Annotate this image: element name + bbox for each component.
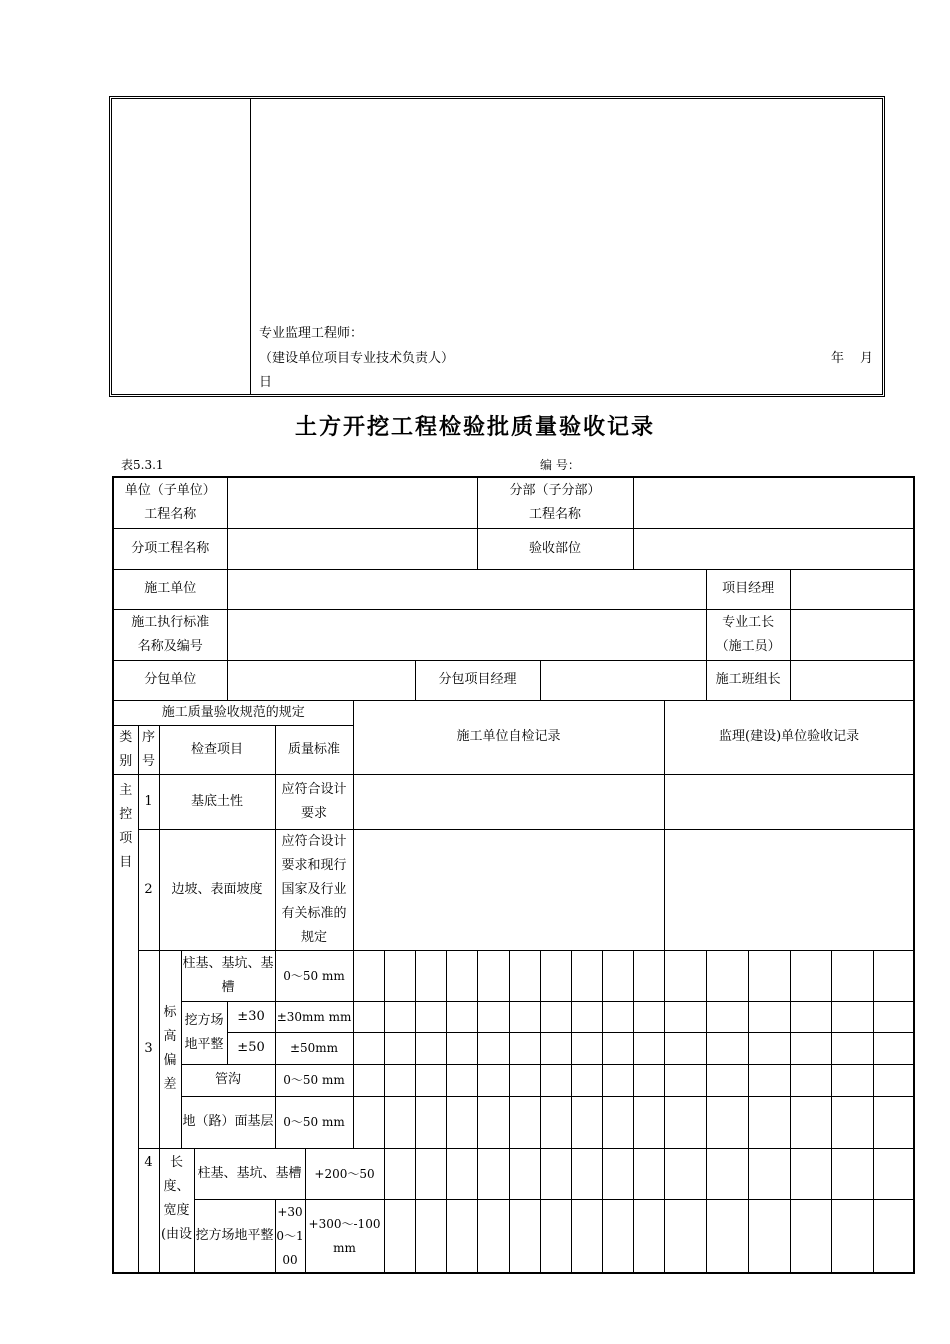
check-cell[interactable]: [446, 1096, 477, 1148]
row-3b1-sub: ±30: [227, 1001, 275, 1032]
table-row: [113, 1199, 914, 1273]
check-cell[interactable]: [384, 1001, 415, 1032]
row-4a-standard: +200～50: [305, 1148, 384, 1199]
quality-std-header: 质量标准: [275, 725, 353, 774]
check-cell[interactable]: [831, 1096, 873, 1148]
check-cell[interactable]: [790, 1096, 831, 1148]
check-cell[interactable]: [706, 950, 748, 1001]
row-4b-standard: +300～-100mm: [305, 1199, 384, 1273]
standard-label: 施工执行标准 名称及编号: [113, 609, 227, 660]
check-cell[interactable]: [831, 1199, 873, 1273]
check-cell[interactable]: [664, 1032, 706, 1064]
check-cell[interactable]: [633, 1199, 664, 1273]
check-cell[interactable]: [477, 950, 509, 1001]
accept-location-label: 验收部位: [477, 528, 633, 569]
table-row: [113, 660, 914, 700]
check-cell[interactable]: [831, 1064, 873, 1096]
check-cell[interactable]: [571, 1064, 602, 1096]
check-cell[interactable]: [873, 1096, 914, 1148]
check-cell[interactable]: [384, 1064, 415, 1096]
page-title: 土方开挖工程检验批质量验收记录: [294, 415, 655, 440]
table-row: [113, 1148, 914, 1199]
month-label: 月: [860, 351, 874, 366]
check-cell[interactable]: [384, 1032, 415, 1064]
row-4b-item: 挖方场地平整: [194, 1199, 275, 1273]
check-cell[interactable]: [706, 1001, 748, 1032]
check-cell[interactable]: [748, 1064, 790, 1096]
spec-heading: 施工质量验收规范的规定: [113, 700, 353, 725]
row-2-item: 边坡、表面坡度: [159, 829, 275, 950]
unit-name-label: 单位（子单位） 工程名称: [113, 477, 227, 528]
check-cell[interactable]: [748, 1001, 790, 1032]
table-row: [113, 609, 914, 660]
check-cell[interactable]: [873, 1199, 914, 1273]
standard-value[interactable]: [227, 609, 706, 660]
check-cell[interactable]: [831, 1148, 873, 1199]
row-2-standard: 应符合设计要求和现行国家及行业有关标准的规定: [275, 829, 353, 950]
check-cell[interactable]: [415, 1064, 446, 1096]
check-cell[interactable]: [664, 1199, 706, 1273]
check-cell[interactable]: [831, 1001, 873, 1032]
check-cell[interactable]: [446, 1064, 477, 1096]
inspection-record-table: [112, 476, 915, 1274]
self-check-heading: 施工单位自检记录: [353, 700, 664, 774]
check-cell[interactable]: [571, 950, 602, 1001]
foreman-value[interactable]: [790, 609, 914, 660]
check-cell[interactable]: [633, 1096, 664, 1148]
check-cell[interactable]: [446, 1032, 477, 1064]
check-cell[interactable]: [477, 1032, 509, 1064]
check-cell[interactable]: [384, 950, 415, 1001]
table-row: [113, 1032, 914, 1064]
unit-name-value[interactable]: [227, 477, 477, 528]
check-cell[interactable]: [873, 1001, 914, 1032]
check-cell[interactable]: [509, 1199, 540, 1273]
subcontractor-value[interactable]: [227, 660, 415, 700]
check-cell[interactable]: [706, 1199, 748, 1273]
part-name-value[interactable]: [633, 477, 914, 528]
check-cell[interactable]: [384, 1096, 415, 1148]
category-header: 类别: [113, 725, 138, 774]
check-cell[interactable]: [748, 1148, 790, 1199]
row-3a-item: 柱基、基坑、基槽: [181, 950, 275, 1001]
contractor-value[interactable]: [227, 569, 706, 609]
check-cell[interactable]: [633, 1064, 664, 1096]
table-row: [113, 1064, 914, 1096]
check-cell[interactable]: [790, 1064, 831, 1096]
check-cell[interactable]: [540, 1001, 571, 1032]
check-cell[interactable]: [477, 1199, 509, 1273]
engineer-label: 专业监理工程师：: [259, 326, 364, 341]
check-cell[interactable]: [540, 1199, 571, 1273]
check-cell[interactable]: [706, 1032, 748, 1064]
check-cell[interactable]: [706, 1148, 748, 1199]
table-row: [113, 700, 914, 725]
check-cell[interactable]: [633, 1148, 664, 1199]
check-cell[interactable]: [446, 1148, 477, 1199]
check-cell[interactable]: [477, 1096, 509, 1148]
table-row: [113, 569, 914, 609]
check-cell[interactable]: [664, 1148, 706, 1199]
length-width-group: 长度、宽度(由设: [159, 1148, 194, 1273]
check-cell[interactable]: [602, 950, 633, 1001]
check-cell[interactable]: [748, 1096, 790, 1148]
row-1-self-check[interactable]: [353, 774, 664, 829]
row-3b1-standard: ±30mm mm: [275, 1001, 353, 1032]
check-cell[interactable]: [353, 1001, 384, 1032]
contractor-label: 施工单位: [113, 569, 227, 609]
check-cell[interactable]: [706, 1064, 748, 1096]
team-leader-label: 施工班组长: [706, 660, 790, 700]
row-1-supervisor-check[interactable]: [664, 774, 914, 829]
check-cell[interactable]: [633, 1001, 664, 1032]
row-1-standard: 应符合设计要求: [275, 774, 353, 829]
year-label: 年: [831, 351, 845, 366]
check-cell[interactable]: [415, 950, 446, 1001]
sub-pm-label: 分包项目经理: [415, 660, 540, 700]
check-cell[interactable]: [477, 1064, 509, 1096]
row-2-number: 2: [138, 829, 159, 950]
check-cell[interactable]: [571, 1032, 602, 1064]
check-cell[interactable]: [384, 1148, 415, 1199]
check-cell[interactable]: [509, 1096, 540, 1148]
check-cell[interactable]: [602, 1032, 633, 1064]
row-3b2-sub: ±50: [227, 1032, 275, 1064]
check-cell[interactable]: [790, 1032, 831, 1064]
check-item-header: 检查项目: [159, 725, 275, 774]
check-cell[interactable]: [790, 1199, 831, 1273]
check-cell[interactable]: [353, 1064, 384, 1096]
check-cell[interactable]: [415, 1032, 446, 1064]
table-row: [113, 829, 914, 950]
check-cell[interactable]: [540, 950, 571, 1001]
accept-location-value[interactable]: [633, 528, 914, 569]
row-3a-standard: 0～50 mm: [275, 950, 353, 1001]
check-cell[interactable]: [540, 1064, 571, 1096]
row-2-supervisor-check[interactable]: [664, 829, 914, 950]
check-cell[interactable]: [509, 1064, 540, 1096]
check-cell[interactable]: [353, 1032, 384, 1064]
row-3d-item: 地（路）面基层: [181, 1096, 275, 1148]
serial-number-label: 编 号：: [540, 458, 580, 472]
check-cell[interactable]: [664, 950, 706, 1001]
table-row: [113, 1001, 914, 1032]
check-cell[interactable]: [415, 1148, 446, 1199]
row-1-number: 1: [138, 774, 159, 829]
check-cell[interactable]: [602, 1199, 633, 1273]
row-3b2-standard: ±50mm: [275, 1032, 353, 1064]
check-cell[interactable]: [353, 1096, 384, 1148]
table-row: [113, 774, 914, 829]
sub-pm-value[interactable]: [540, 660, 706, 700]
check-cell[interactable]: [540, 1032, 571, 1064]
check-cell[interactable]: [477, 1001, 509, 1032]
sub-item-value[interactable]: [227, 528, 477, 569]
check-cell[interactable]: [790, 1001, 831, 1032]
check-cell[interactable]: [571, 1148, 602, 1199]
check-cell[interactable]: [509, 1001, 540, 1032]
check-cell[interactable]: [664, 1001, 706, 1032]
check-cell[interactable]: [748, 950, 790, 1001]
row-4b-sub: +300～100: [275, 1199, 305, 1273]
check-cell[interactable]: [602, 1064, 633, 1096]
check-cell[interactable]: [831, 1032, 873, 1064]
previous-form-section: [109, 96, 885, 397]
main-control-category: 主 控 项 目: [113, 774, 138, 1273]
row-4-number: 4: [138, 1148, 159, 1273]
check-cell[interactable]: [873, 950, 914, 1001]
check-cell[interactable]: [540, 1096, 571, 1148]
foreman-label: 专业工长 （施工员）: [706, 609, 790, 660]
row-3d-standard: 0～50 mm: [275, 1096, 353, 1148]
check-cell[interactable]: [509, 950, 540, 1001]
row-3c-standard: 0～50 mm: [275, 1064, 353, 1096]
table-row: [113, 528, 914, 569]
row-3b-item: 挖方场地平整: [181, 1001, 227, 1064]
check-cell[interactable]: [633, 1032, 664, 1064]
check-cell[interactable]: [748, 1032, 790, 1064]
check-cell[interactable]: [353, 950, 384, 1001]
check-cell[interactable]: [384, 1199, 415, 1273]
check-cell[interactable]: [873, 1032, 914, 1064]
table-row: [113, 950, 914, 1001]
project-manager-value[interactable]: [790, 569, 914, 609]
check-cell[interactable]: [748, 1199, 790, 1273]
check-cell[interactable]: [664, 1064, 706, 1096]
check-cell[interactable]: [790, 1148, 831, 1199]
check-cell[interactable]: [446, 1199, 477, 1273]
row-3c-item: 管沟: [181, 1064, 275, 1096]
subcontractor-label: 分包单位: [113, 660, 227, 700]
check-cell[interactable]: [571, 1199, 602, 1273]
row-1-item: 基底土性: [159, 774, 275, 829]
check-cell[interactable]: [571, 1096, 602, 1148]
check-cell[interactable]: [831, 950, 873, 1001]
check-cell[interactable]: [415, 1199, 446, 1273]
check-cell[interactable]: [873, 1064, 914, 1096]
check-cell[interactable]: [446, 950, 477, 1001]
row-4a-item: 柱基、基坑、基槽: [194, 1148, 305, 1199]
seq-header: 序号: [138, 725, 159, 774]
check-cell[interactable]: [706, 1096, 748, 1148]
sub-item-label: 分项工程名称: [113, 528, 227, 569]
check-cell[interactable]: [602, 1096, 633, 1148]
check-cell[interactable]: [446, 1001, 477, 1032]
check-cell[interactable]: [509, 1032, 540, 1064]
table-row: [113, 477, 914, 528]
row-2-self-check[interactable]: [353, 829, 664, 950]
check-cell[interactable]: [790, 950, 831, 1001]
row-3-number: 3: [138, 950, 159, 1148]
check-cell[interactable]: [477, 1148, 509, 1199]
elevation-deviation-group: 标 高 偏 差: [159, 950, 181, 1148]
check-cell[interactable]: [873, 1148, 914, 1199]
check-cell[interactable]: [415, 1001, 446, 1032]
table-number: 表5.3.1: [121, 458, 164, 472]
part-name-label: 分部（子分部） 工程名称: [477, 477, 633, 528]
owner-label: （建设单位项目专业技术负责人）: [259, 351, 455, 366]
check-cell[interactable]: [664, 1096, 706, 1148]
supervisor-check-heading: 监理(建设)单位验收记录: [664, 700, 914, 774]
check-cell[interactable]: [602, 1001, 633, 1032]
check-cell[interactable]: [571, 1001, 602, 1032]
check-cell[interactable]: [415, 1096, 446, 1148]
check-cell[interactable]: [633, 950, 664, 1001]
check-cell[interactable]: [540, 1148, 571, 1199]
check-cell[interactable]: [509, 1148, 540, 1199]
column-divider: [250, 99, 251, 394]
day-label: 日: [259, 375, 273, 390]
project-manager-label: 项目经理: [706, 569, 790, 609]
table-row: [113, 1096, 914, 1148]
check-cell[interactable]: [602, 1148, 633, 1199]
team-leader-value[interactable]: [790, 660, 914, 700]
